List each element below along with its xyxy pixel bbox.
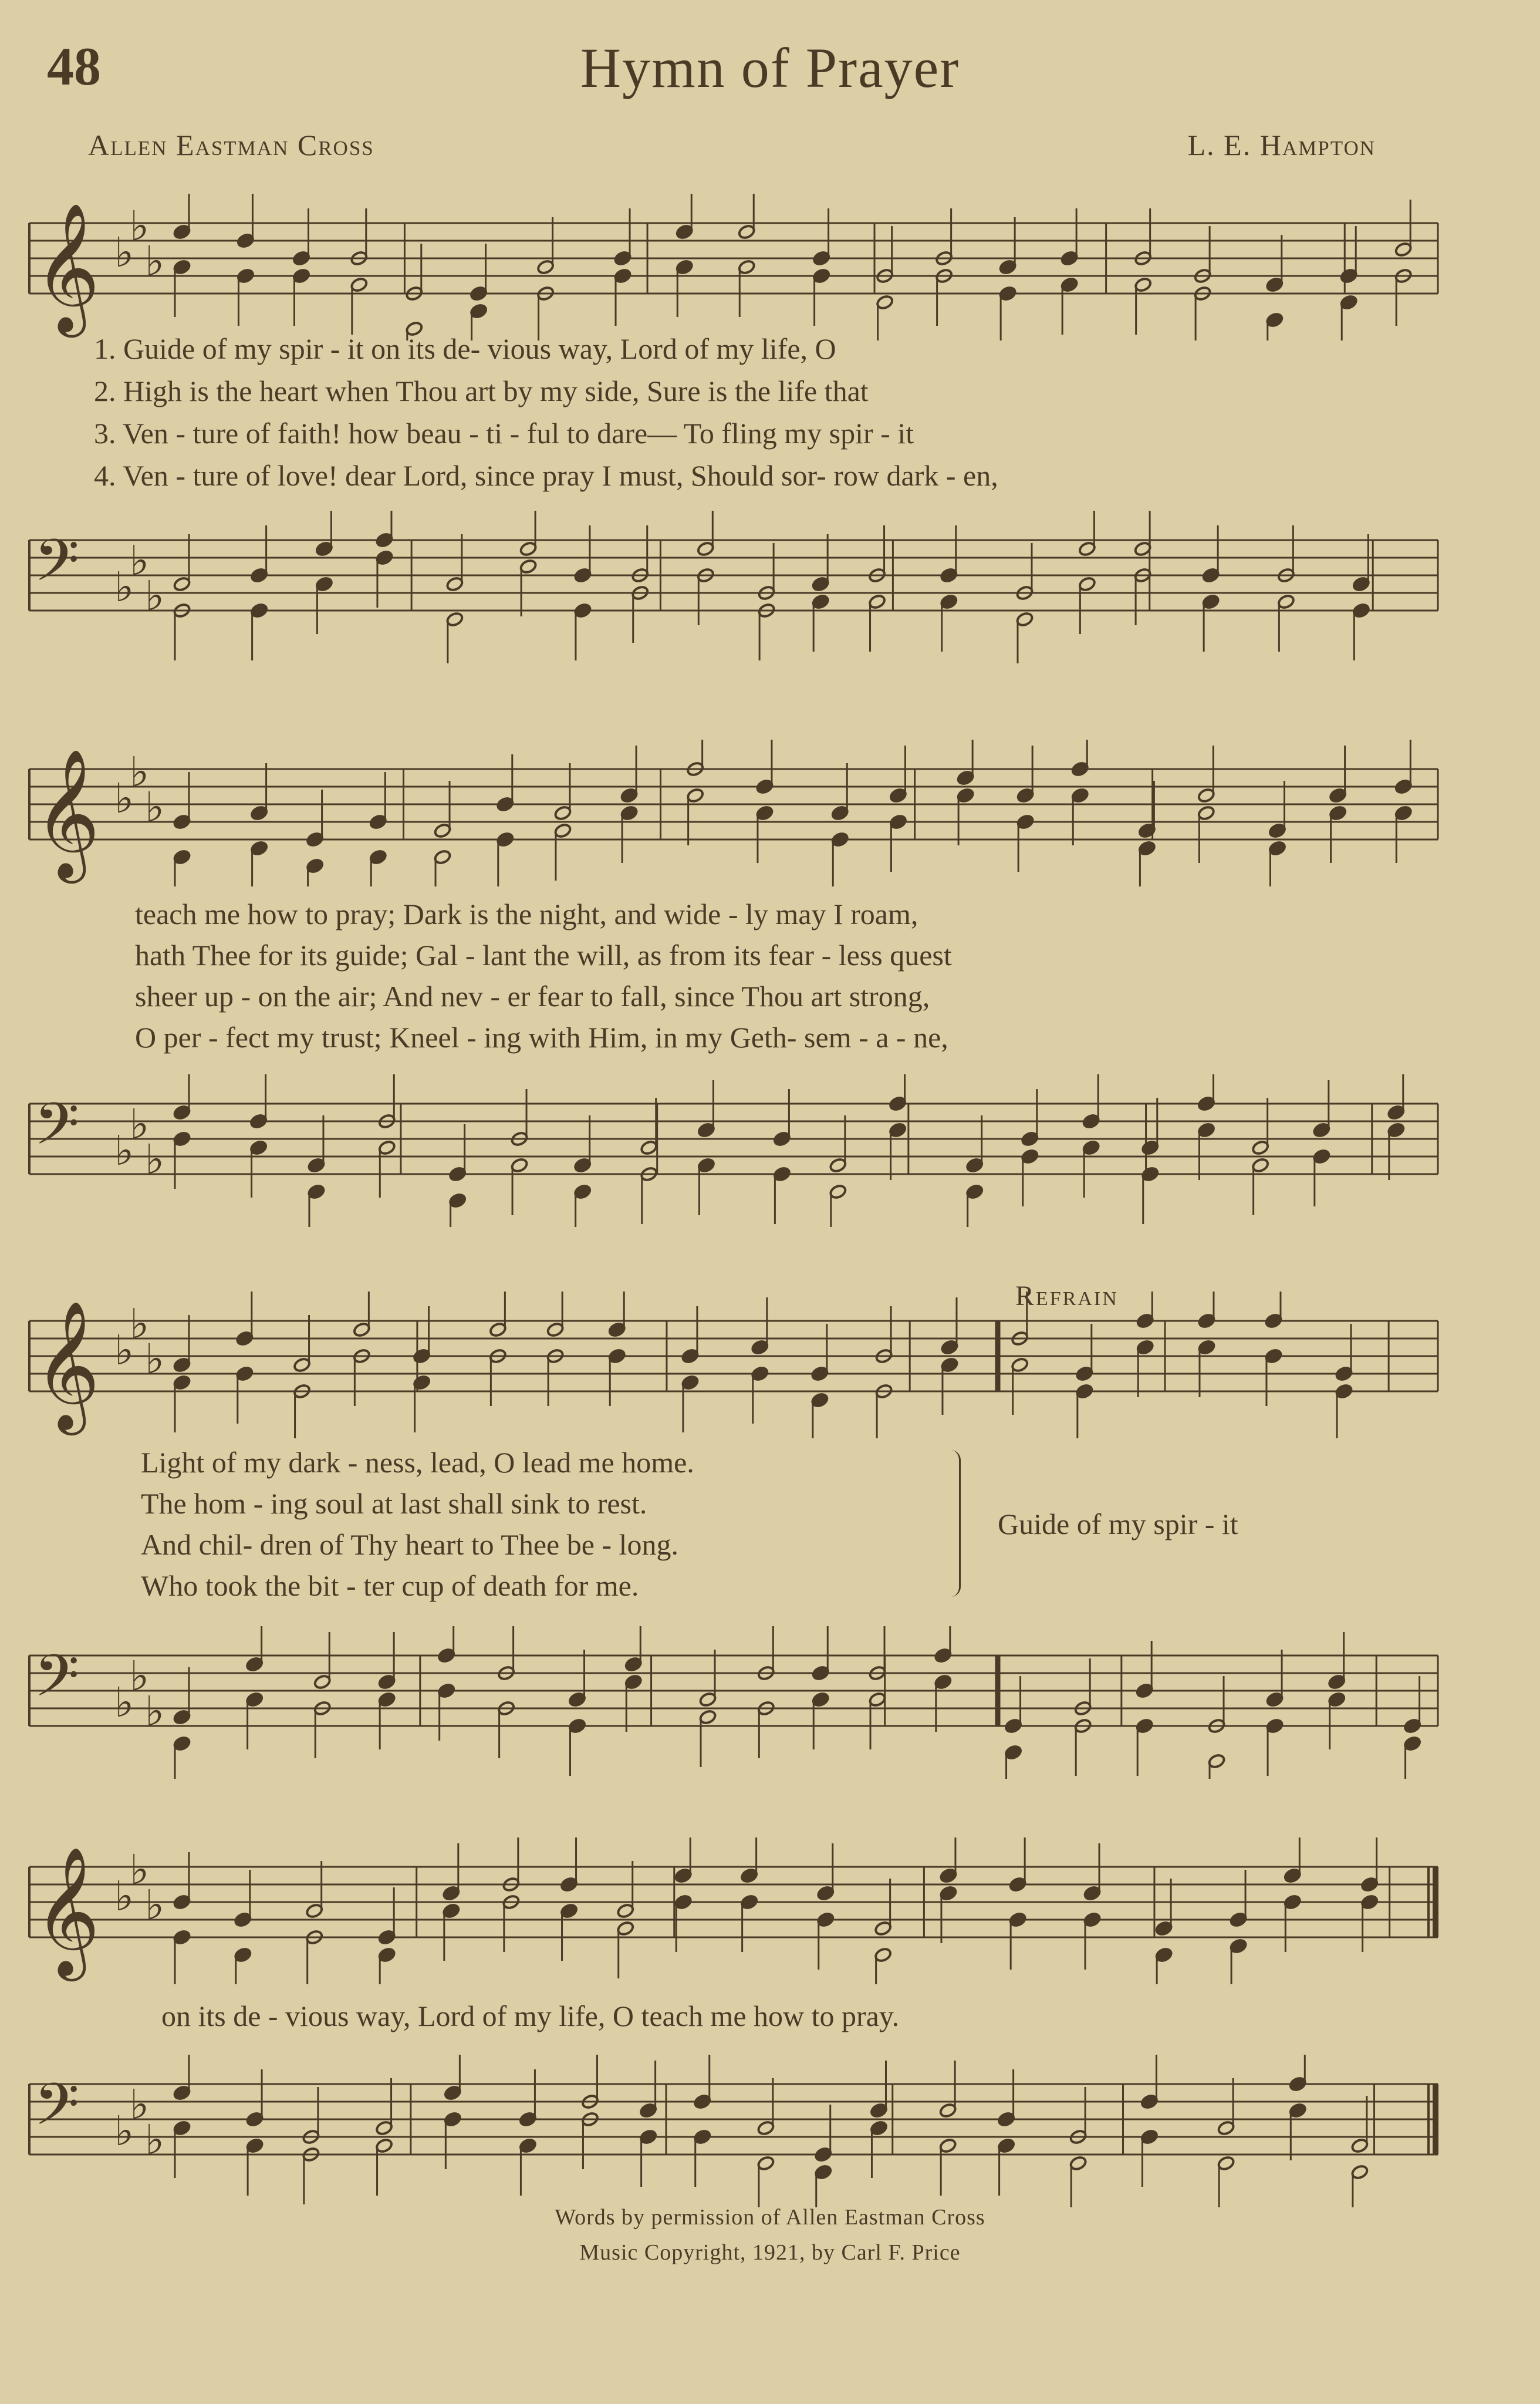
svg-text:♭: ♭	[145, 237, 165, 285]
staff-lines	[29, 1321, 1438, 1391]
hymn-title: Hymn of Prayer	[580, 36, 960, 99]
refrain-label: Refrain	[1015, 1280, 1119, 1311]
note-heads	[173, 740, 1412, 886]
note-heads	[173, 511, 1370, 663]
staff-lines	[29, 1867, 1438, 1937]
svg-text:♭: ♭	[114, 774, 134, 822]
verse-2-line-1: 2. High is the heart when Thou art by my side, Sure is the life that	[94, 375, 869, 407]
note-heads	[173, 1626, 1421, 1779]
footer-words-credit: Words by permission of Allen Eastman Cross	[555, 2205, 985, 2230]
verse-1-line-1: 1. Guide of my spir - it on its de- vious way, Lord of my life, O	[94, 332, 836, 365]
svg-text:♭: ♭	[145, 572, 165, 620]
bass-clef-icon: 𝄢	[34, 1091, 80, 1172]
svg-text:♭: ♭	[130, 1100, 150, 1148]
staff-lines	[29, 1656, 1438, 1726]
svg-text:♭: ♭	[145, 1135, 165, 1184]
key-signature-icon	[114, 1300, 164, 1383]
key-signature-icon	[114, 1846, 164, 1929]
svg-text:♭: ♭	[114, 563, 134, 611]
page-number: 48	[47, 36, 101, 96]
svg-text:♭: ♭	[114, 1326, 134, 1374]
lyricist-credit: Allen Eastman Cross	[88, 129, 374, 161]
note-heads	[173, 1837, 1379, 1984]
verse-3-line-1: 3. Ven - ture of faith! how beau - ti - ful to dare— To fling my spir - it	[94, 417, 914, 450]
key-signature-icon	[114, 1652, 164, 1735]
treble-clef-icon: 𝄞	[34, 748, 100, 878]
bass-staff-system-4	[23, 2055, 1444, 2207]
svg-text:♭: ♭	[145, 1687, 165, 1735]
verse-3-line-2: sheer up - on the air; And nev - er fear to fall, since Thou art strong,	[135, 980, 930, 1013]
note-heads	[173, 1074, 1405, 1227]
staff-lines	[29, 223, 1438, 294]
staff-lines	[29, 1104, 1438, 1174]
svg-text:♭: ♭	[145, 1881, 165, 1929]
refrain-text-line-1: Guide of my spir - it	[998, 1508, 1238, 1540]
staff-lines	[29, 769, 1438, 839]
verse-1-line-3: Light of my dark - ness, lead, O lead me home.	[141, 1446, 694, 1479]
svg-text:♭: ♭	[145, 783, 165, 831]
footer-music-copyright: Music Copyright, 1921, by Carl F. Price	[579, 2240, 961, 2265]
svg-text:♭: ♭	[145, 2116, 165, 2164]
bass-clef-icon: 𝄢	[34, 2071, 80, 2153]
svg-text:♭: ♭	[114, 1127, 134, 1175]
verse-1-line-2: teach me how to pray; Dark is the night, and wide - ly may I roam,	[135, 898, 918, 930]
svg-text:♭: ♭	[145, 1335, 165, 1383]
svg-text:♭: ♭	[114, 228, 134, 277]
svg-text:♭: ♭	[130, 1652, 150, 1700]
key-signature-icon	[114, 748, 164, 831]
bass-clef-icon: 𝄢	[34, 1643, 80, 1724]
note-heads	[173, 194, 1412, 340]
staff-lines	[29, 540, 1438, 611]
key-signature-icon	[114, 2081, 164, 2164]
svg-text:♭: ♭	[130, 1846, 150, 1894]
treble-staff-system-2	[23, 740, 1444, 886]
verse-2-line-3: The hom - ing soul at last shall sink to rest.	[141, 1487, 647, 1520]
note-heads	[173, 1292, 1353, 1438]
svg-text:♭: ♭	[130, 202, 150, 250]
treble-staff-system-4	[23, 1837, 1444, 1984]
treble-clef-icon: 𝄞	[34, 1846, 100, 1975]
treble-clef-icon: 𝄞	[34, 202, 100, 332]
treble-clef-icon: 𝄞	[34, 1300, 100, 1429]
bass-staff-system-2	[23, 1074, 1444, 1227]
verse-4-line-2: O per - fect my trust; Kneel - ing with Him, in my Geth- sem - a - ne,	[135, 1021, 948, 1054]
svg-text:♭: ♭	[130, 2081, 150, 2129]
key-signature-icon	[114, 1100, 164, 1184]
note-heads	[173, 2055, 1369, 2207]
svg-text:♭: ♭	[114, 1872, 134, 1920]
svg-text:♭: ♭	[114, 2107, 134, 2155]
verse-2-line-2: hath Thee for its guide; Gal - lant the will, as from its fear - less quest	[135, 939, 952, 972]
refrain-text-line-2: on its de - vious way, Lord of my life, O teach me how to pray.	[161, 2000, 900, 2032]
verse-bracket	[951, 1450, 961, 1597]
composer-credit: L. E. Hampton	[1187, 129, 1376, 161]
staff-lines	[29, 2084, 1438, 2155]
bass-staff-system-3	[23, 1626, 1444, 1779]
key-signature-icon	[114, 537, 164, 620]
treble-staff-system-3	[23, 1292, 1444, 1438]
svg-text:♭: ♭	[130, 748, 150, 796]
bass-clef-icon: 𝄢	[34, 527, 80, 609]
verse-4-line-3: Who took the bit - ter cup of death for me.	[141, 1569, 639, 1602]
key-signature-icon	[114, 202, 164, 285]
svg-text:♭: ♭	[114, 1678, 134, 1727]
verse-3-line-3: And chil- dren of Thy heart to Thee be - long.	[141, 1528, 678, 1561]
svg-text:♭: ♭	[130, 1300, 150, 1348]
bass-staff-system-1	[23, 511, 1444, 663]
verse-4-line-1: 4. Ven - ture of love! dear Lord, since pray I must, Should sor- row dark - en,	[94, 459, 998, 492]
svg-text:♭: ♭	[130, 537, 150, 585]
treble-staff-system-1	[23, 194, 1444, 340]
